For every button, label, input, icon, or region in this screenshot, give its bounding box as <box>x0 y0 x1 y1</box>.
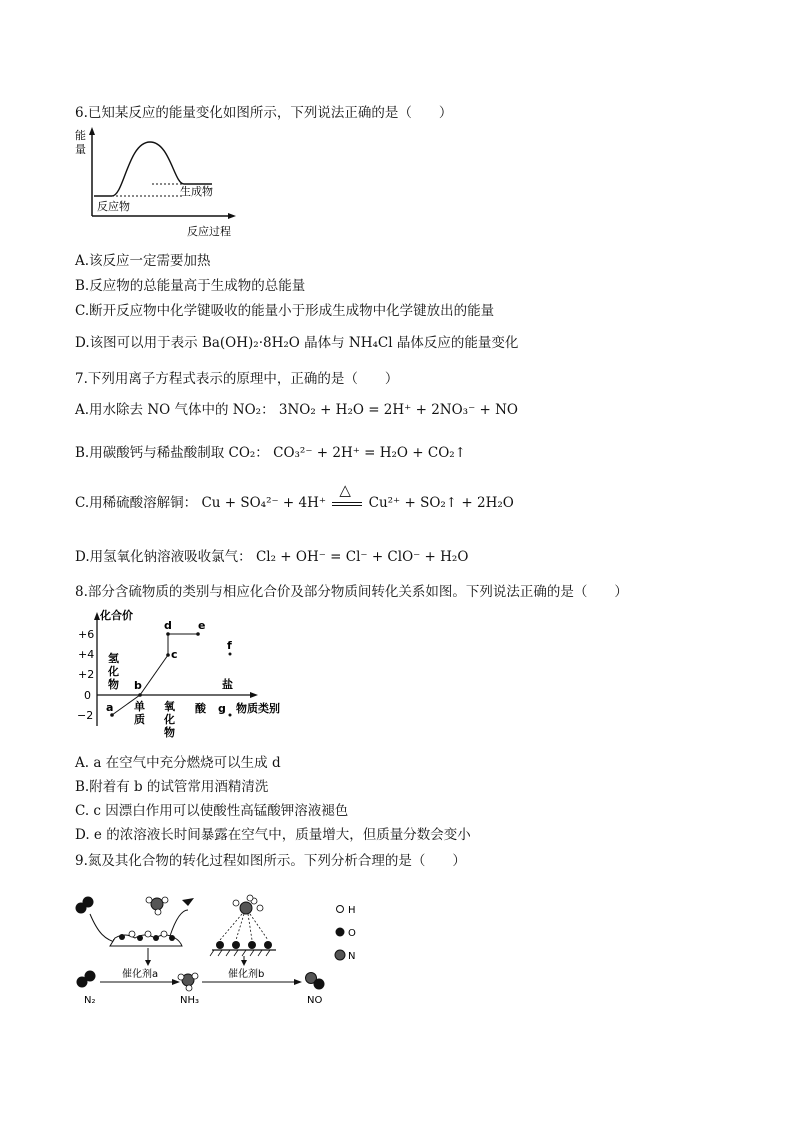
q8-point-g-label: g <box>218 702 226 715</box>
q8-point-a-label: a <box>106 701 114 714</box>
q8-cat-hydride-3: 物 <box>108 678 119 691</box>
q8-point-b-label: b <box>134 679 142 692</box>
q8-option-d: D. e 的浓溶液长时间暴露在空气中，质量增大，但质量分数会变小 <box>75 827 471 843</box>
q6-option-d <box>75 331 518 351</box>
q9-legend-h-icon <box>337 906 344 913</box>
q7-option-b-text: B.用碳酸钙与稀盐酸制取 CO₂： <box>75 445 269 461</box>
q7-option-c-text: C.用稀硫酸溶解铜： <box>75 495 198 511</box>
q9-legend-n-icon <box>335 950 345 960</box>
q9-legend-n-label: N <box>348 951 356 962</box>
q8-point-c <box>166 653 170 657</box>
q8-tick-minus2: −2 <box>77 709 94 722</box>
q9-down-arrow-b-head <box>241 960 247 966</box>
q8-option-b: B.附着有 b 的试管常用酒精清洗 <box>75 779 269 795</box>
q9-arrow-out-head <box>182 898 194 906</box>
q6-option-d-formula1: Ba(OH)₂·8H₂O <box>201 335 300 351</box>
q9-arrow-nh3-no-head <box>294 979 302 985</box>
q9-n2-atom2 <box>85 971 96 982</box>
q6-option-a: A.该反应一定需要加热 <box>75 253 211 269</box>
q8-option-a: A. a 在空气中充分燃烧可以生成 d <box>75 755 281 771</box>
q9-nh3-top-h1 <box>146 897 152 903</box>
q8-tick-plus4: +4 <box>78 648 95 661</box>
q8-option-c: C. c 因漂白作用可以使酸性高锰酸钾溶液褪色 <box>75 803 349 819</box>
q9-legend-o-label: O <box>348 928 356 939</box>
q9-catalyst-a-label: 催化剂a <box>122 969 159 980</box>
q6-option-b: B.反应物的总能量高于生成物的总能量 <box>75 278 306 294</box>
q7-option-c-reaction-sign <box>330 480 364 511</box>
q8-point-e <box>196 632 200 636</box>
q8-cat-element-2: 质 <box>134 713 145 726</box>
q7-option-b <box>75 441 466 461</box>
q8-cat-oxide-1: 氧 <box>164 700 175 713</box>
q9-catb-h4 <box>247 895 253 901</box>
q6-x-arrow <box>228 213 236 219</box>
q9-catb-n <box>240 902 252 914</box>
q6-option-d-mid: 晶体与 <box>304 335 345 351</box>
q6-option-d-prefix: D.该图可以用于表示 <box>75 335 198 351</box>
q8-tick-plus6: +6 <box>78 628 95 641</box>
q6-y-arrow <box>89 127 95 135</box>
q6-option-d-suffix: 晶体反应的能量变化 <box>396 335 519 351</box>
q6-energy-diagram <box>72 124 242 240</box>
q8-cat-acid: 酸 <box>195 702 206 715</box>
q8-x-label: 物质类别 <box>236 702 280 715</box>
q6-option-d-formula2: NH₄Cl <box>348 335 393 351</box>
q9-down-arrow-a-head <box>145 960 151 966</box>
q8-sulfur-valence-chart <box>72 606 302 744</box>
q9-arrow-out-curve <box>170 910 188 936</box>
q8-tick-plus2: +2 <box>78 668 95 681</box>
q7-option-c-eq-line-top <box>332 502 362 503</box>
q6-product-label: 生成物 <box>180 185 213 198</box>
q9-arrow-in-curve <box>90 914 118 943</box>
q7-option-d-equation: Cl₂ + OH⁻ = Cl⁻ + ClO⁻ + H₂O <box>255 549 469 565</box>
q8-point-d <box>166 632 170 636</box>
q9-nh3-h3 <box>186 985 192 991</box>
q7-option-c-equation-right: Cu²⁺ + SO₂↑ + 2H₂O <box>368 495 514 511</box>
q9-catb-dashed-bonds <box>220 914 268 940</box>
q9-legend-o-icon <box>336 928 345 937</box>
q8-point-c-label: c <box>171 648 178 661</box>
q9-nh3-h1 <box>178 974 184 980</box>
q8-cat-element-1: 单 <box>134 700 145 713</box>
q9-stem: 9.氮及其化合物的转化过程如图所示。下列分析合理的是（ ） <box>75 853 466 869</box>
q6-y-label-line2: 量 <box>75 143 86 156</box>
q9-arrow-n2-nh3-head <box>172 979 180 985</box>
q9-catb-h3 <box>257 905 263 911</box>
q9-catalyst-b-label: 催化剂b <box>228 969 265 980</box>
q7-option-a-equation: 3NO₂ + H₂O = 2H⁺ + 2NO₃⁻ + NO <box>278 402 518 418</box>
q9-nh3-h2 <box>192 973 198 979</box>
q7-option-d-text: D.用氢氧化钠溶液吸收氯气： <box>75 549 252 565</box>
q9-catb-h1 <box>233 900 239 906</box>
q9-nh3-top-h3 <box>155 909 161 915</box>
q6-option-c: C.断开反应物中化学键吸收的能量小于形成生成物中化学键放出的能量 <box>75 303 495 319</box>
q6-stem: 6.已知某反应的能量变化如图所示，下列说法正确的是（ ） <box>75 105 453 121</box>
q8-point-b <box>138 693 142 697</box>
q8-stem: 8.部分含硫物质的类别与相应化合价及部分物质间转化关系如图。下列说法正确的是（ ） <box>75 584 628 600</box>
q8-point-g <box>229 714 232 717</box>
q9-catalyst-b-hatching <box>210 950 270 956</box>
q9-n2-label: N₂ <box>84 995 96 1006</box>
q6-y-label-line1: 能 <box>75 129 86 142</box>
q7-option-b-equation: CO₃²⁻ + 2H⁺ = H₂O + CO₂↑ <box>273 445 466 461</box>
q8-cat-hydride-2: 化 <box>108 665 119 678</box>
q9-nitrogen-conversion-diagram <box>70 888 370 1008</box>
q9-no-o <box>314 979 325 990</box>
q9-nh3-top-h2 <box>162 897 168 903</box>
q7-option-a <box>75 398 518 418</box>
q9-nh3-top-n <box>151 898 163 910</box>
q8-cat-salt: 盐 <box>222 678 233 691</box>
q8-cat-hydride-1: 氢 <box>108 652 119 665</box>
q9-catb-surface-atoms <box>216 941 272 949</box>
q8-point-f <box>229 653 232 656</box>
q6-reactant-label: 反应物 <box>97 200 130 213</box>
q7-option-c-equation-left: Cu + SO₄²⁻ + 4H⁺ <box>201 495 327 511</box>
q6-x-label: 反应过程 <box>187 225 231 238</box>
q8-tick-zero: 0 <box>84 689 91 702</box>
q8-point-f-label: f <box>227 639 232 652</box>
q8-cat-oxide-3: 物 <box>164 726 175 739</box>
q9-n2-top-atom2 <box>83 897 94 908</box>
q9-no-label: NO <box>307 995 323 1006</box>
q7-option-c <box>75 480 514 511</box>
q7-option-a-text: A.用水除去 NO 气体中的 NO₂： <box>75 402 275 418</box>
q8-y-label: 化合价 <box>100 609 133 622</box>
q9-nh3-label: NH₃ <box>180 995 200 1006</box>
q9-legend-h-label: H <box>348 905 356 916</box>
q7-option-d <box>75 545 468 565</box>
q7-stem: 7.下列用离子方程式表示的原理中，正确的是（ ） <box>75 371 399 387</box>
q8-point-d-label: d <box>164 619 172 632</box>
q7-option-c-eq-line-bottom <box>332 505 362 506</box>
q8-line-b-c <box>140 655 168 695</box>
q8-cat-oxide-2: 化 <box>164 713 175 726</box>
q8-point-e-label: e <box>198 619 206 632</box>
q7-option-c-heat-condition: △ <box>339 480 351 499</box>
q8-x-arrow <box>250 692 258 698</box>
